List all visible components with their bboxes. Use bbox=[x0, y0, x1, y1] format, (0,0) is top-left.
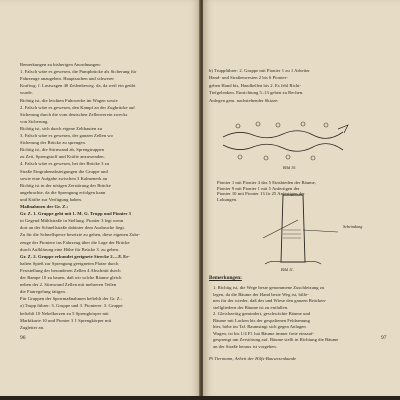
left-page-line: Zu für die Schnellsperre besetzte zu gehen, diese eigenen Zubr- bbox=[20, 232, 140, 238]
left-page-line: Sicherung der Brücke zu sprengen. bbox=[20, 140, 87, 146]
right-page-line: 1. Richtig ist, die Wege beste genommene Zuschleizung zu bbox=[213, 285, 325, 290]
wave-line-top bbox=[223, 131, 343, 139]
wave-line-bottom bbox=[223, 144, 343, 152]
left-page-line: durch Aufklärung eine Höhe für Brücke 3. zu geben. bbox=[20, 246, 120, 252]
tree-marks bbox=[236, 122, 328, 160]
right-page-line: Anlegen gem. nachstehender Skizze: bbox=[209, 97, 279, 103]
left-page-line: wurde. bbox=[20, 90, 33, 96]
left-page-number: 96 bbox=[20, 335, 26, 341]
right-page-line: b) Truppführer: 2. Gruppe mit Pionier 1 zu 1 Arbeiter bbox=[209, 68, 310, 73]
left-page-line: sowie eine Aufgabe zwischen 3 Kalmenerk an bbox=[20, 175, 108, 181]
right-page-line: gesprengt um Zerstörung auf. Bäume stellt in Richtung die Bäume bbox=[213, 337, 339, 342]
left-page-line: Bemerkungen zu bisherigen Anordnungen: bbox=[20, 62, 101, 67]
left-page-line: Richtig ist, die leichten Fuhrwerke im Wagen sowie bbox=[20, 97, 118, 103]
tree-bark-left bbox=[265, 261, 281, 264]
left-page-line: angebrachte, da die Sprengung erfolgen kann bbox=[20, 189, 106, 195]
right-page-line: nen für der wieder, daß des und Wiese den ganzen Brücken- bbox=[213, 298, 327, 303]
left-page-line: die Fiatregelung tätigen. bbox=[20, 289, 67, 295]
left-page-line: Richtig ist in der nötigen Zerstörung der Brücke bbox=[20, 182, 111, 188]
right-page-line: Pionier 9 mit Pionier 1 mit 5 Anfertigen der bbox=[217, 185, 300, 191]
left-page-line: Richtig ist, sich durch eigene Zeltbauten zu bbox=[20, 125, 102, 131]
left-page-line: Gr. Z. 1. Gruppe geht mit 1. M. G. Trupp und Pionier 3 bbox=[20, 211, 132, 217]
right-page-line: 2. Gleichzeitig gemindert, geschwächte Bäume und bbox=[213, 311, 311, 316]
left-page-line: Fahrzeuge anzugeben. Hauptsachen und schwerer bbox=[20, 76, 114, 82]
left-page-line: Gr. Z. 2. Gruppe erkundet geeignete Strecke 2.—8. Er- bbox=[20, 253, 130, 259]
left-page-line: befiehlt 10 Nebelkerzen zu 5 Sprengkörper mit bbox=[20, 310, 109, 316]
tree-bark-right bbox=[305, 261, 321, 264]
right-page bbox=[203, 0, 400, 398]
right-page-line: Pionier 10 mit Pionier 13 fir 25 Anfertigen der bbox=[217, 191, 305, 197]
left-page-line: von Sicherung. bbox=[20, 118, 49, 124]
left-page-line: Maßnahmen der Gr. Z.: bbox=[20, 204, 69, 209]
right-page-line: Tiefgelenken. Einrichtung 5–13 gehen zu Rechen. bbox=[209, 90, 304, 96]
road-sketch-figure bbox=[218, 115, 358, 165]
left-page-line: 4. Falsch wäre es gewesen, bei der Brücke 3 zu bbox=[20, 161, 110, 167]
figure-2-label: Bild 11. bbox=[281, 267, 294, 272]
left-page-line: Zugleiter an. bbox=[20, 324, 45, 330]
tree-demolition-figure bbox=[243, 190, 393, 265]
left-page-line: Sicherung durch die vom deutschen Zellenverein zwecks bbox=[20, 111, 128, 117]
remarks-heading: Bemerkungen: bbox=[209, 275, 242, 281]
right-page-line: Wagen, ist bis 1/4 Fl. hat Bäume immer freie einsauf- bbox=[213, 330, 315, 336]
left-page-line: Feststellung der besonderen Zellen 4 Abschnitt durch bbox=[20, 267, 121, 273]
hatch-shading bbox=[283, 230, 301, 238]
pointer-line bbox=[303, 230, 338, 232]
right-page-line: Bäume mit Lacken bis der gespaltenen Feldarmung bbox=[213, 317, 311, 323]
left-page-line: und Kräfte zur Verfügung haben. bbox=[20, 196, 83, 202]
right-page-line: Lokungen. bbox=[217, 196, 238, 202]
right-page-line: Hand- und Straßenwesten 2 bis 6 Pionier- bbox=[209, 75, 288, 81]
page-footer: Pi Tiermann, Arbeit der Hilfs-Bauwesenkunde bbox=[209, 356, 297, 361]
right-page-line: an der Straße heraus ist vorgehen. bbox=[213, 343, 277, 349]
left-page-line: Richtig ist, die Stirnwand ab, Sprengtruppen bbox=[20, 147, 104, 153]
right-page-line: geben Hand bis, Handkellen bis 2. Es fehl Richt- bbox=[209, 82, 302, 88]
left-page-line: dort an der Schnellstraße dahinter dem Ausbruche liegt. bbox=[20, 225, 126, 231]
left-page-line: halten Spieß zur Sprengung geeigneten Platze durch bbox=[20, 260, 119, 266]
left-page-line: Marktkarte 10 und Pionier 3 1 Sprengkörper mit bbox=[20, 317, 112, 323]
left-page-line: neben der 2. Stirnwand Zellen mit mehreren Teilen bbox=[20, 282, 117, 288]
left-page-line: 3. Falsch wäre es gewesen, der ganzen Zellen wo bbox=[20, 133, 113, 138]
left-page-line: Kraftwg. f. Lastwagen 40 Zeilenbeweg. da, da weil ein geübt bbox=[20, 83, 136, 89]
left-page-line: in Gegend Mühlstraße in Stellung. Pionier 3 legt wenn bbox=[20, 218, 124, 224]
right-page-number: 97 bbox=[381, 335, 387, 341]
right-page-line: stellgliedern der Bäume ist zu entfallen. bbox=[213, 304, 289, 310]
figure-2-caption: Sehrindung bbox=[343, 224, 363, 229]
charge-line bbox=[263, 220, 298, 238]
left-page bbox=[0, 0, 200, 398]
right-page-line: Pionier 1 mit Pionier 4 das 5 Einsbieden der Bäume, bbox=[217, 180, 317, 185]
page-bottom-edge bbox=[0, 396, 400, 400]
right-page-line: hier, höhe im Tal. Baumsingt sich gegen Anlagen bbox=[213, 324, 306, 329]
left-page-line: Für Gruppen der Sperrmaßnahmen befiehlt der Gr. Z.: bbox=[20, 296, 123, 302]
arrow-mark bbox=[338, 125, 348, 133]
left-page-line: 2. Falsch wäre es gewesen, den Kampf an der Zugbrücke auf bbox=[20, 104, 135, 110]
figure-1-label: Bild 10. bbox=[283, 165, 297, 170]
left-page-line: a) Trupp führer: 3. Gruppe und 3. Pionierer. 3. Gruppe bbox=[20, 303, 123, 309]
left-page-line: Straße Eingrabenabsteigungen die Gruppe und bbox=[20, 168, 108, 174]
left-page-line: zu Zeit, Sprengstoff und Kräfte anzuwenden. bbox=[20, 154, 105, 160]
tree-trunk bbox=[281, 195, 305, 262]
right-page-line: legen, da die Bäume der Hand beste Weg ist, hilfe- bbox=[213, 291, 309, 297]
left-page-line: 1. Falsch wäre es gewesen, die Pumpbrücke als Sicherung für bbox=[20, 69, 137, 75]
left-page-line: der Rampe 10 zu bauen, daß wir solche Räume gleich bbox=[20, 275, 122, 280]
left-page-line: zeuge der Pioniere ins Fahrzeug über die Lage der Brücke bbox=[20, 239, 130, 245]
